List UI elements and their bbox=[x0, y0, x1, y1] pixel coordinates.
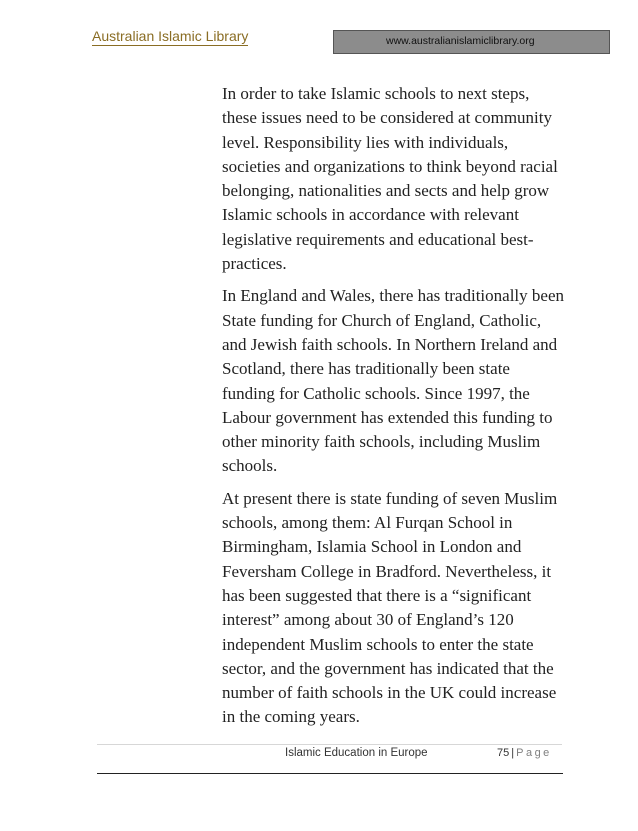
page-number: 75 bbox=[497, 747, 510, 759]
paragraph-1: In order to take Islamic schools to next steps, these issues need to be considered at community level. Responsibility lies with individuals, societies and organizations to think beyond racial belonging, nationalities and sects and help grow Islamic schools in accordance with relevant legislative requirements and educational best-practices. bbox=[222, 84, 558, 274]
header-website-url[interactable]: www.australianislamiclibrary.org bbox=[386, 35, 535, 47]
footer-top-divider bbox=[97, 744, 562, 745]
paragraph-2: In England and Wales, there has traditionally been State funding for Church of England, Catholic, and Jewish faith schools. In Northern Ireland and Scotland, there has traditionally been state funding for Catholic schools. Since 1997, the Labour government has extended this funding to other minority faith schools, including Muslim schools. bbox=[222, 286, 564, 476]
header-library-title: Australian Islamic Library bbox=[92, 28, 249, 44]
footer-page-indicator bbox=[497, 747, 552, 759]
page-separator: | bbox=[511, 747, 515, 759]
footer-document-title: Islamic Education in Europe bbox=[285, 747, 428, 759]
footer-bottom-divider bbox=[97, 773, 563, 774]
paragraph-3: At present there is state funding of seven Muslim schools, among them: Al Furqan School in Birmingham, Islamia School in London and Feversham College in Bradford. Nevertheless, it has been suggested that there is a “significant interest” among about 30 of England’s 120 independent Muslim schools to enter the state sector, and the government has indicated that the number of faith schools in the UK could increase in the coming years. bbox=[222, 488, 558, 727]
page-label: Page bbox=[516, 747, 552, 759]
body-content bbox=[222, 82, 567, 738]
